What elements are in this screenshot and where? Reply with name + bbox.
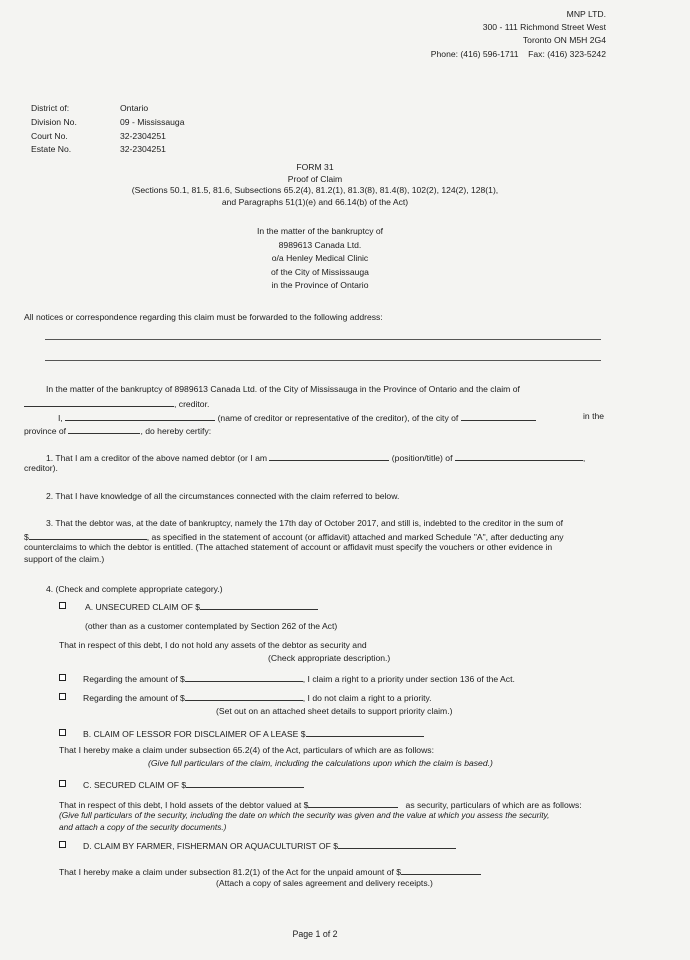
company-fax: Fax: (416) 323-5242 <box>528 48 606 59</box>
address-line-1[interactable] <box>45 339 601 340</box>
category-a-respect: That in respect of this debt, I do not hold any assets of the debtor as security and <box>59 640 367 650</box>
company-phone: Phone: (416) 596-1711 <box>430 48 519 59</box>
assets-value-field[interactable] <box>308 798 398 808</box>
category-c-text-b: as security, particulars of which are as follows: <box>405 800 582 810</box>
category-b-label: B. CLAIM OF LESSOR FOR DISCLAIMER OF A LEASE $ <box>83 729 306 739</box>
i-row <box>58 411 536 424</box>
matter-block <box>170 225 470 293</box>
in-the-text: in the <box>583 411 605 421</box>
address-line-2[interactable] <box>45 360 601 361</box>
claim-intro-line: In the matter of the bankruptcy of 8989613 Canada Ltd. of the City of Mississauga in the Province of Ontario and the claim of <box>46 384 520 394</box>
priority-claim-checkbox[interactable] <box>59 674 66 681</box>
category-d-checkbox[interactable] <box>59 841 66 848</box>
district-label: District of: <box>31 103 70 113</box>
district-value: Ontario <box>120 103 149 113</box>
lessor-amount-field[interactable] <box>306 727 424 737</box>
estate-value: 32-2304251 <box>120 144 166 155</box>
farmer-amount-field[interactable] <box>338 839 456 849</box>
category-c-label: C. SECURED CLAIM OF $ <box>83 780 187 790</box>
case-labels <box>31 102 77 157</box>
no-priority-amount-field[interactable] <box>185 691 303 701</box>
item-1-row: 1. That I am a creditor of the above named debtor (or I am (position/title) of , <box>46 453 586 463</box>
item-3-line-3: counterclaims to which the debtor is entitled. (The attached statement of account or affidavit must specify the vouchers or other evidence in <box>24 542 553 552</box>
court-value: 32-2304251 <box>120 130 166 141</box>
category-a-check: (Check appropriate description.) <box>268 653 391 663</box>
province-of-label: province of <box>24 426 67 436</box>
court-label: Court No. <box>31 130 68 141</box>
category-d-text: That I hereby make a claim under subsection 81.2(1) of the Act for the unpaid amount of $ <box>59 867 402 877</box>
item-3-line-4: support of the claim.) <box>24 554 105 564</box>
matter-line-3: o/a Henley Medical Clinic <box>271 253 369 264</box>
no-priority-checkbox[interactable] <box>59 693 66 700</box>
category-b-note: (Give full particulars of the claim, including the calculations upon which the claim is based.) <box>148 758 493 768</box>
category-a-row <box>85 600 318 613</box>
item-3-line-2: , as specified in the statement of account (or affidavit) attached and marked Schedule "A", after deducting any <box>146 532 564 542</box>
company-city: Toronto ON M5H 2G4 <box>522 35 606 46</box>
company-name: MNP LTD. <box>566 9 606 19</box>
form-heading <box>0 162 630 208</box>
category-b-row <box>83 727 424 740</box>
division-value: 09 - Mississauga <box>120 116 185 127</box>
category-b-checkbox[interactable] <box>59 729 66 736</box>
form-sections: (Sections 50.1, 81.5, 81.6, Subsections 65.2(4), 81.2(1), 81.3(8), 81.4(8), 102(2), 124(2), 128(1), <box>131 185 499 195</box>
setout-text: (Set out on an attached sheet details to support priority claim.) <box>216 706 453 716</box>
category-d-row <box>83 839 456 852</box>
creditor-row <box>24 397 209 410</box>
city-field[interactable] <box>461 411 536 421</box>
matter-line-2: 8989613 Canada Ltd. <box>278 239 362 250</box>
company-contact <box>431 48 606 61</box>
category-a-note: (other than as a customer contemplated by Section 262 of the Act) <box>85 621 338 631</box>
category-c-note-1: (Give full particulars of the security, including the date on which the security was given and the value at which you assess the security, <box>59 810 550 820</box>
case-values <box>120 102 184 157</box>
category-a-label: A. UNSECURED CLAIM OF $ <box>85 602 201 612</box>
form-name: FORM 31 <box>296 162 334 172</box>
province-field[interactable] <box>68 424 140 434</box>
category-c-note-2: and attach a copy of the security documents.) <box>59 822 227 832</box>
estate-label: Estate No. <box>31 144 72 155</box>
division-label: Division No. <box>31 116 77 127</box>
province-row <box>24 424 211 437</box>
form-paragraphs: and Paragraphs 51(1)(e) and 66.14(b) of the Act) <box>221 196 409 207</box>
item-3-line-1: 3. That the debtor was, at the date of bankruptcy, namely the 17th day of October 2017, and still is, indebted to the creditor in the sum of <box>46 518 564 528</box>
priority-amount-field[interactable] <box>185 672 303 682</box>
category-a-checkbox[interactable] <box>59 602 66 609</box>
category-c-text-a: That in respect of this debt, I hold assets of the debtor valued at $ <box>59 800 309 810</box>
claim-sum-field[interactable] <box>29 530 147 540</box>
creditor-name-field[interactable] <box>24 397 174 407</box>
creditor-suffix: , creditor. <box>174 399 210 409</box>
matter-line-5: in the Province of Ontario <box>271 280 369 291</box>
item-1-creditor: creditor). <box>24 463 58 473</box>
no-priority-regard-label: Regarding the amount of $ <box>83 693 185 703</box>
item-3-dollar: $ <box>24 532 29 542</box>
representative-name-field[interactable] <box>65 411 215 421</box>
category-d-text-row <box>59 865 481 878</box>
certify-text: , do hereby certify: <box>140 426 212 436</box>
category-d-label: D. CLAIM BY FARMER, FISHERMAN OR AQUACULTURIST OF $ <box>83 841 338 851</box>
i-label: I, <box>58 413 63 423</box>
priority-claim-text: , I claim a right to a priority under section 136 of the Act. <box>302 674 515 684</box>
page-number: Page 1 of 2 <box>292 929 338 939</box>
unpaid-amount-field[interactable] <box>401 865 481 875</box>
item-2-text: 2. That I have knowledge of all the circumstances connected with the claim referred to below. <box>46 491 400 501</box>
secured-amount-field[interactable] <box>186 778 304 788</box>
company-street: 300 - 111 Richmond Street West <box>482 22 606 33</box>
notices-text: All notices or correspondence regarding this claim must be forwarded to the following address: <box>24 312 383 322</box>
unsecured-amount-field[interactable] <box>200 600 318 610</box>
form-title: Proof of Claim <box>287 173 343 184</box>
category-c-row <box>83 778 304 791</box>
matter-line-1: In the matter of the bankruptcy of <box>256 226 384 236</box>
no-priority-text: , I do not claim a right to a priority. <box>302 693 432 703</box>
position-field[interactable] <box>269 451 389 461</box>
no-priority-row <box>83 691 432 704</box>
matter-line-4: of the City of Mississauga <box>271 266 369 277</box>
priority-claim-row <box>83 672 515 685</box>
letterhead <box>431 8 606 61</box>
category-d-note: (Attach a copy of sales agreement and delivery receipts.) <box>216 878 433 888</box>
creditor-of-field[interactable] <box>455 451 583 461</box>
item-1-position: (position/title) of <box>391 453 453 463</box>
category-c-checkbox[interactable] <box>59 780 66 787</box>
name-of-creditor-text: (name of creditor or representative of the creditor), of the city of <box>217 413 459 423</box>
category-b-text: That I hereby make a claim under subsection 65.2(4) of the Act, particulars of which are as follows: <box>59 745 434 755</box>
item-1-text: 1. That I am a creditor of the above named debtor (or I am <box>46 453 268 463</box>
priority-regard-label: Regarding the amount of $ <box>83 674 185 684</box>
item-4-text: 4. (Check and complete appropriate category.) <box>46 584 223 594</box>
